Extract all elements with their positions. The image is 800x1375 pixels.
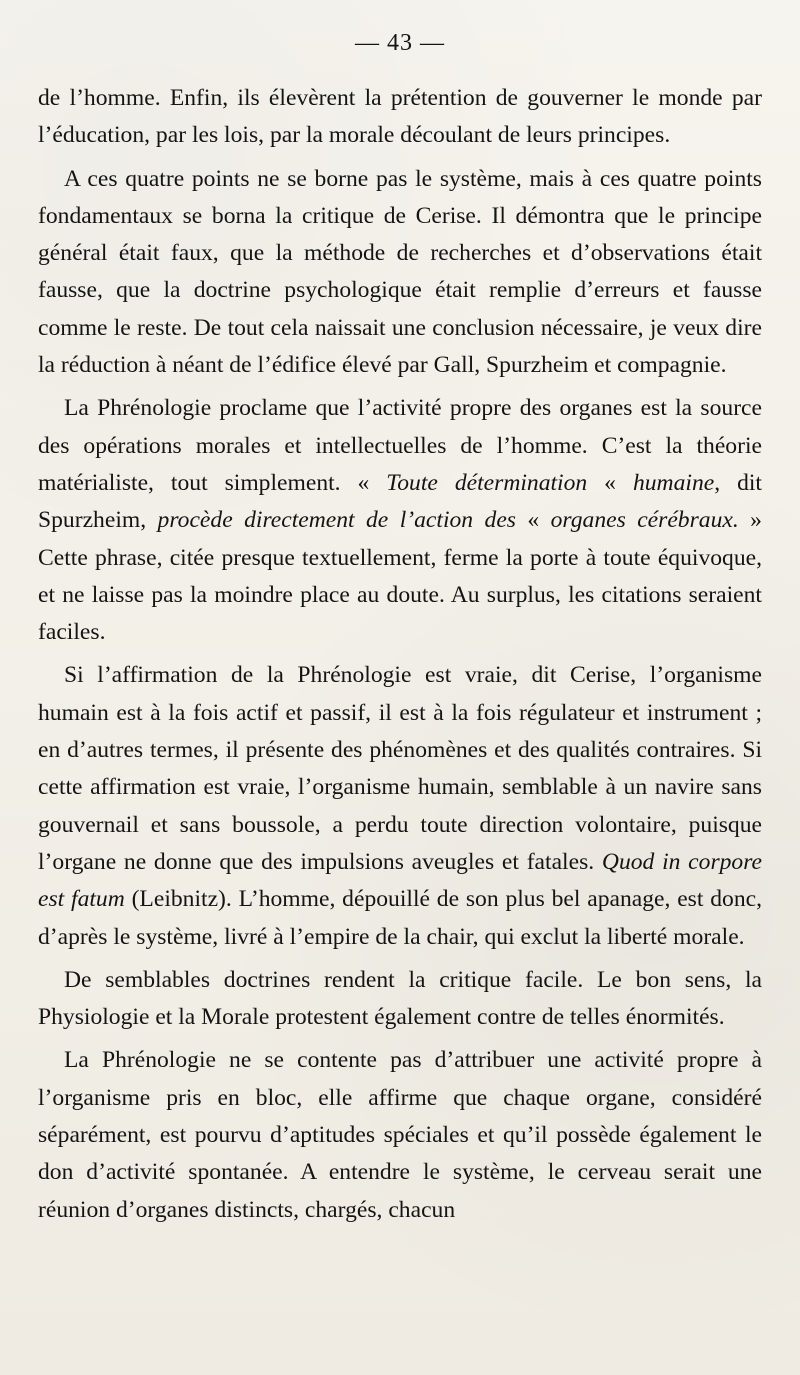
paragraph (38, 390, 762, 651)
text-segment: « (587, 469, 633, 496)
paragraph (38, 80, 762, 155)
text-segment: de l’homme. Enfin, ils élevèrent la prétention de gouverner le monde par l’éducation, par les lois, par la morale découlant de leurs principes. (38, 85, 762, 149)
italic-text-segment: Toute détermination (386, 469, 588, 496)
italic-text-segment: procède directement de l’action des (157, 507, 516, 534)
text-segment: De semblables doctrines rendent la critique facile. Le bon sens, la Physiologie et la Morale protestent également contre de telles énormités. (38, 966, 762, 1031)
text-segment: (Leibnitz). L’homme, dépouillé de son plus bel apanage, est donc, d’après le système, livré à l’empire de la chair, qui exclut la liberté morale. (38, 886, 762, 950)
paragraph (38, 657, 762, 955)
text-segment: Si l’affirmation de la Phrénologie est vraie, dit Cerise, l’organisme humain est à la fois actif et passif, il est à la fois régulateur et instrument ; en d’autres termes, il présente des phénomènes et des qualités contraires. Si cette affirmation est vraie, l’organisme humain, semblable à un navire sans gouvernail et sans boussole, a perdu toute direction volontaire, puisque l’organe ne donne que des impulsions aveugles et fatales. (38, 662, 762, 875)
italic-text-segment: organes cérébraux. (550, 507, 739, 534)
italic-text-segment: humaine (632, 469, 715, 496)
text-segment: A ces quatre points ne se borne pas le système, mais à ces quatre points fondamentaux se borna la critique de Cerise. Il démontra que le principe général était faux, que la méthode de recherches et d’observations était fausse, que la doctrine psychologique était remplie d’erreurs et fausse comme le reste. De tout cela naissait une conclusion nécessaire, je veux dire la réduction à néant de l’édifice élevé par Gall, Spurzheim et compagnie. (38, 165, 762, 379)
text-segment: , dit Spurzheim, (38, 469, 762, 534)
page-number: — 43 — (355, 30, 445, 56)
text-segment: » Cette phrase, citée presque textuellement, ferme la porte à toute équivoque, et ne laisse pas la moindre place au doute. Au surplus, les citations seraient faciles. (38, 507, 762, 646)
text-segment: La Phrénologie proclame que l’activité propre des organes est la source des opérations morales et intellectuelles de l’homme. C’est la théorie matérialiste, tout simplement. « (38, 395, 762, 496)
paragraph (38, 962, 762, 1037)
paragraph (38, 1042, 762, 1228)
text-segment: La Phrénologie ne se contente pas d’attribuer une activité propre à l’organisme pris en bloc, elle affirme que chaque organe, considéré séparément, est pourvu d’aptitudes spéciales et qu’il possède également le don d’activité spontanée. A entendre le système, le cerveau serait une réunion d’organes distincts, chargés, chacun (38, 1047, 762, 1223)
page-body-text (38, 80, 762, 1229)
italic-text-segment: Quod in corpore est fatum (38, 848, 762, 913)
text-segment: « (515, 507, 551, 534)
paragraph (38, 161, 762, 385)
